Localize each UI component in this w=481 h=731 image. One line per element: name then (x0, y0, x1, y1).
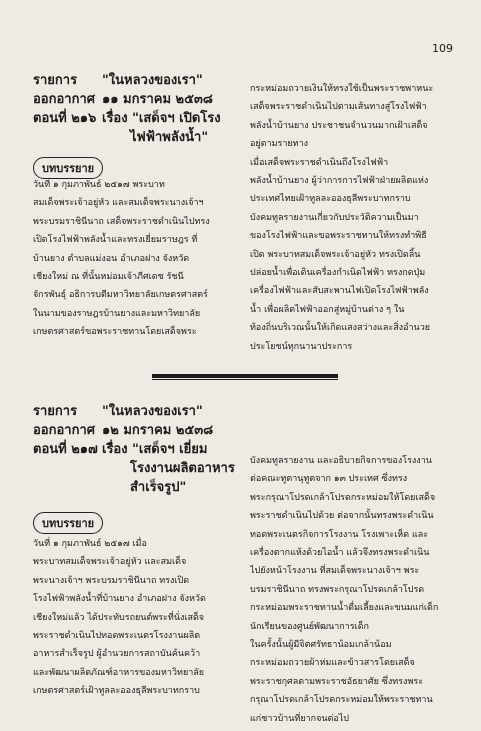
text-line: ท้องถิ่นบริเวณนั้นให้เกิดแสงสว่างและสิ่งอำนวย (250, 323, 431, 334)
text-line: ต่อคณะทูตานุทูตจาก ๑๓ ประเทศ ซึ่งทรง (250, 474, 408, 485)
section1-airdate-label: ออกอากาศ (33, 92, 96, 107)
section1-left-column (33, 176, 231, 342)
section2-airdate-label: ออกอากาศ (33, 423, 96, 438)
section2-left-column (33, 535, 231, 701)
text-line: พระราชดำเนินไปทอดพระเนตรโรงงานผลิต (33, 631, 201, 642)
text-line: เชียงใหม่ ณ ที่นั้นหม่อมเจ้าภีศเดช รัชนี (33, 272, 184, 283)
text-line: ของโรงไฟฟ้าและขอพระราชทานให้ทรงทำพิธี (250, 231, 427, 242)
text-line: เชียงใหม่แล้ว ได้ประทับรถยนต์พระที่นั่งเสด็จ (33, 612, 205, 623)
text-line: ปล่อยน้ำเพื่อเดินเครื่องกำเนิดไฟฟ้า ทรงกดปุ่ม (250, 268, 426, 279)
section-divider (152, 374, 338, 378)
text-line: เปิดโรงไฟฟ้าพลังน้ำและทรงเยี่ยมราษฎร ที่ (33, 235, 198, 246)
text-line: ในครั้งนั้นผู้มีจิตศรัทธาน้อมเกล้าน้อม (250, 640, 392, 651)
text-line: ประเทศไทยเฝ้าทูลละอองธุลีพระบาทกราบ (250, 194, 411, 205)
text-line: บ้านยาง ตำบลแม่งอน อำเภอฝาง จังหวัด (33, 253, 190, 264)
section2-script-label: บทบรรยาย (33, 512, 103, 534)
text-line: เครื่องตากแห้งด้วยไอน้ำ แล้วจึงทรงพระดำเนิน (250, 548, 430, 559)
text-line: อยู่ตามรายทาง (250, 139, 309, 150)
text-line: เปิด พระบาทสมเด็จพระเจ้าอยู่หัว ทรงเปิดลิ้น (250, 249, 421, 260)
text-line: เมื่อเสด็จพระราชดำเนินถึงโรงไฟฟ้า (250, 157, 389, 168)
text-line: พลังน้ำบ้านยาง ผู้ว่าการการไฟฟ้าฝ่ายผลิตแห่ง (250, 176, 429, 187)
section1-episode-label: ตอนที่ ๒๑๖ (33, 111, 97, 126)
text-line: บังคมทูลรายงานเกี่ยวกับประวัติความเป็นมา (250, 212, 419, 223)
text-line: แก่ชาวบ้านที่ยากจนต่อไป (250, 713, 350, 724)
text-line: กระหม่อมถวายผ้าห่มและข้าวสารโดยเสด็จ (250, 658, 415, 669)
text-line: กระหม่อมพระราชทานน้ำดื่มเลี้ยงและขนมแก่เด็ก (250, 603, 439, 614)
section2-title-line3: สำเร็จรูป" (130, 480, 187, 495)
text-line: พระบาทสมเด็จพระเจ้าอยู่หัว และสมเด็จ (33, 557, 187, 568)
text-line: ไปยังหน้าโรงงาน ที่สมเด็จพระนางเจ้าฯ พระ (250, 566, 420, 577)
section2-title-line2: โรงงานผลิตอาหาร (130, 461, 235, 476)
text-line: วันที่ ๑ กุมภาพันธ์ ๒๕๑๗ พระบาท (33, 180, 165, 190)
text-line: พระกรุณาโปรดเกล้าโปรดกระหม่อมให้โดยเสด็จ (250, 492, 436, 503)
section2-program-label: รายการ (33, 404, 78, 419)
section1-right-column (250, 80, 448, 356)
section2-episode-label: ตอนที่ ๒๑๗ (33, 442, 98, 457)
section2-program-value: "ในหลวงของเรา" (102, 404, 203, 419)
text-line: พลังน้ำบ้านยาง ประชาชนจำนวนมากเฝ้าเสด็จ (250, 120, 428, 131)
text-line: ในนามของราษฎรบ้านยางและมหาวิทยาลัย (33, 308, 201, 319)
section2-title-line1: เรื่อง "เสด็จฯ เยี่ยม (102, 442, 208, 457)
text-line: วันที่ ๑ กุมภาพันธ์ ๒๕๑๗ เมื่อ (33, 539, 147, 549)
text-line: กรุณาโปรดเกล้าโปรดกระหม่อมให้พระราชทาน (250, 695, 433, 706)
text-line: ทอดพระเนตรกิจการโรงงาน โรงเพาะเห็ด และ (250, 529, 429, 540)
text-line: พระราชดำเนินไปด้วย ต่อจากนั้นทรงพระดำเนิน (250, 511, 434, 522)
section2-right-column (250, 452, 448, 728)
text-line: เครื่องไฟฟ้าและสับสะพานไฟเปิดโรงไฟฟ้าพลัง (250, 286, 429, 297)
text-line: บังคมทูลรายงาน และอธิบายกิจการของโรงงาน (250, 456, 432, 466)
text-line: ประโยชน์ทุกนานาประการ (250, 341, 353, 352)
section2-airdate-value: ๑๒ มกราคม ๒๕๓๘ (102, 423, 214, 438)
text-line: น้ำ เพื่อผลิตไฟฟ้าออกสู่หมู่บ้านต่าง ๆ ใน (250, 304, 405, 315)
text-line: จักรพันธุ์ อธิการบดีมหาวิทยาลัยเกษตรศาสตร์ (33, 290, 208, 301)
text-line: บรมราชินีนาถ ทรงพระกรุณาโปรดเกล้าโปรด (250, 584, 425, 595)
text-line: พระราชกุศลตามพระราชอัธยาศัย ซึ่งทรงพระ (250, 676, 424, 687)
text-line: พระบรมราชินีนาถ เสด็จพระราชดำเนินไปทรง (33, 216, 210, 227)
text-line: นักเรียนของศูนย์พัฒนาการเด็ก (250, 621, 370, 632)
section1-script-label: บทบรรยาย (33, 157, 103, 179)
text-line: พระนางเจ้าฯ พระบรมราชินีนาถ ทรงเปิด (33, 575, 190, 586)
section1-title-line1: เรื่อง "เสด็จฯ เปิดโรง (102, 111, 221, 126)
text-line: สมเด็จพระเจ้าอยู่หัว และสมเด็จพระนางเจ้าฯ (33, 198, 204, 209)
text-line: เสด็จพระราชดำเนินไปตามเส้นทางสู่โรงไฟฟ้า (250, 102, 427, 113)
section1-program-value: "ในหลวงของเรา" (102, 73, 203, 88)
text-line: และพัฒนาผลิตภัณฑ์อาหารของมหาวิทยาลัย (33, 667, 205, 678)
section1-program-label: รายการ (33, 73, 78, 88)
text-line: โรงไฟฟ้าพลังน้ำที่บ้านยาง อำเภอฝาง จังหวัด (33, 594, 206, 605)
section1-title-line2: ไฟฟ้าพลังน้ำ" (130, 130, 209, 145)
section1-airdate-value: ๑๑ มกราคม ๒๕๓๘ (102, 92, 213, 107)
text-line: อาหารสำเร็จรูป ผู้อำนวยการสถาบันค้นคว้า (33, 649, 201, 660)
page-number: 109 (432, 42, 453, 55)
text-line: เกษตรศาสตร์ขอพระราชทานโดยเสด็จพระ (33, 327, 197, 338)
text-line: เกษตรศาสตร์เฝ้าทูลละอองธุลีพระบาทกราบ (33, 686, 200, 697)
text-line: กระหม่อมถวายเงินให้ทรงใช้เป็นพระราชพาหนะ (250, 84, 434, 94)
